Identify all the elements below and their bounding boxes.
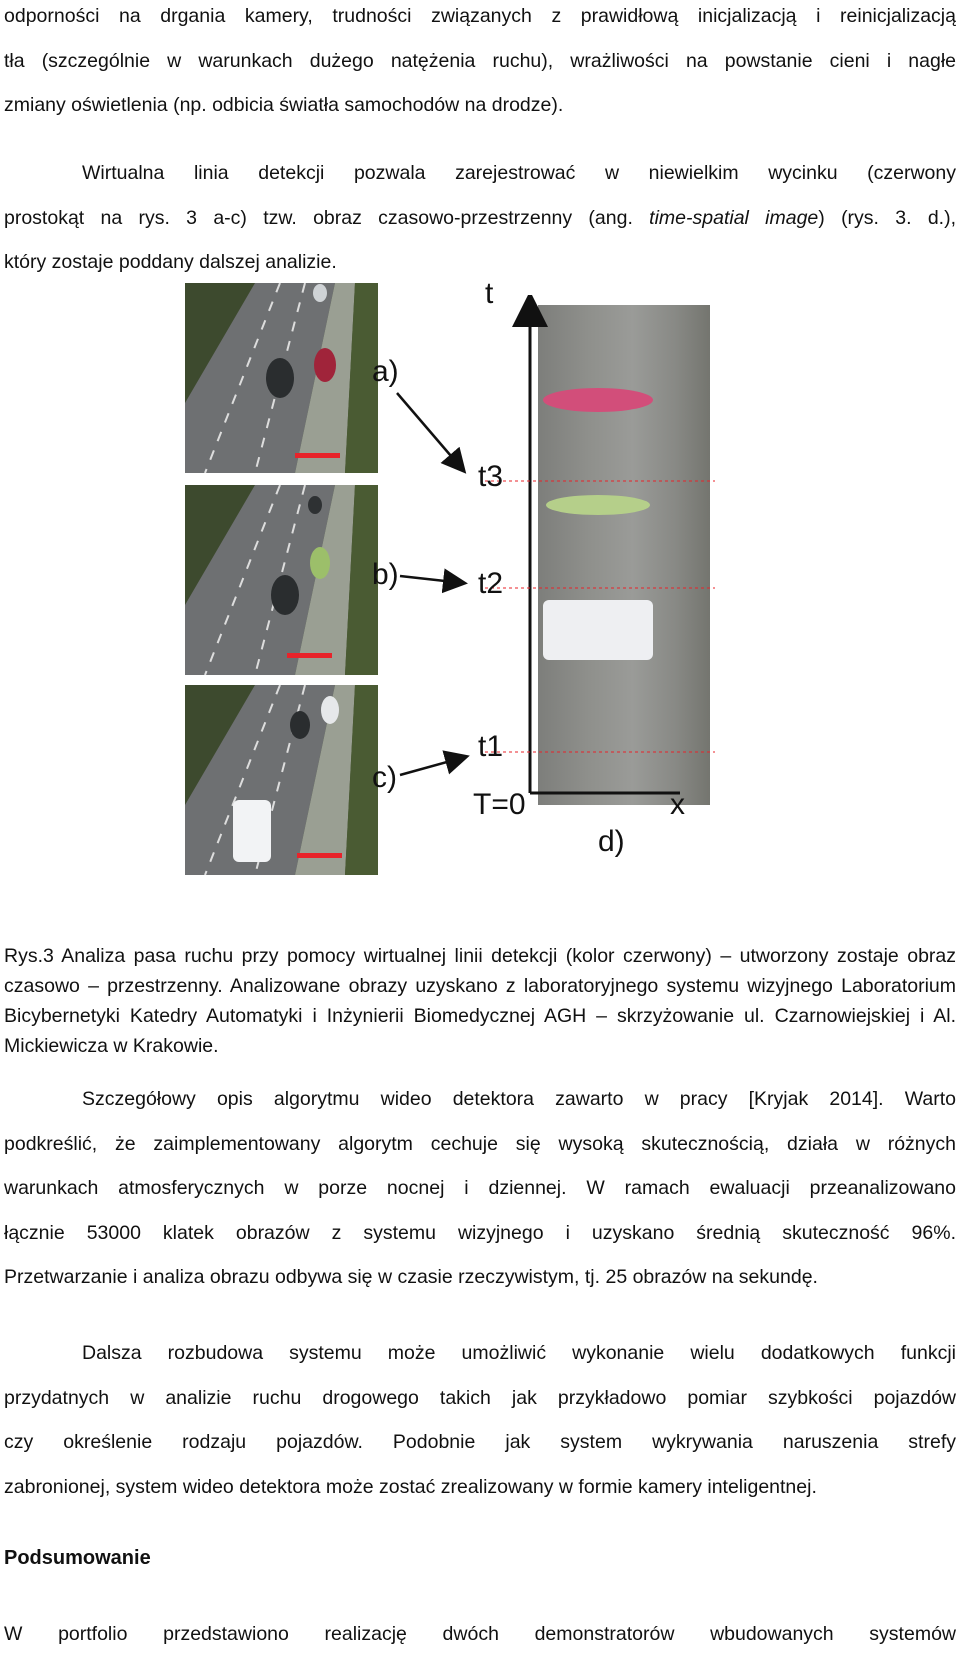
paragraph-intro [4, 0, 956, 128]
text-line: tła (szczególnie w warunkach dużego natężenia ruchu), wrażliwości na powstanie cieni i nagłe [4, 49, 956, 72]
text-line: warunkach atmosferycznych w porze nocnej i dziennej. W ramach ewaluacji przeanalizowano [4, 1177, 956, 1199]
paragraph-virtual-line [4, 151, 956, 285]
text-line: łącznie 53000 klatek obrazów z systemu wizyjnego i uzyskano średnią skuteczność 96%. [4, 1221, 956, 1244]
text-line: zmiany oświetlenia (np. odbicia światła samochodów na drodze). [4, 94, 564, 116]
section-heading: Podsumowanie [4, 1547, 151, 1569]
tick-t3: t3 [478, 460, 504, 493]
label-T0: T=0 [473, 788, 526, 821]
paragraph-extension [4, 1331, 956, 1509]
tick-t2: t2 [478, 567, 504, 600]
text-line: podkreślić, że zaimplementowany algorytm cechuje się wysoką skutecznością, działa w różnych [4, 1132, 956, 1155]
label-d: d) [598, 825, 625, 858]
label-b: b) [372, 558, 399, 591]
english-term: time-spatial image [649, 206, 819, 229]
label-c: c) [372, 761, 397, 794]
text-line: odporności na drgania kamery, trudności związanych z prawidłową inicjalizacją i reinicjalizacją [4, 5, 956, 27]
text-line: Dalsza rozbudowa systemu może umożliwić wykonanie wielu dodatkowych funkcji [82, 1342, 956, 1364]
text-segment: prostokąt na rys. 3 a-c) tzw. obraz czasowo-przestrzenny (ang. [4, 206, 650, 229]
text-line: przydatnych w analizie ruchu drogowego takich jak przykładowo pomiar szybkości pojazdów [4, 1386, 956, 1409]
text-line: Wirtualna linia detekcji pozwala zarejestrować w niewielkim wycinku (czerwony [82, 162, 956, 184]
tick-t1: t1 [478, 730, 504, 763]
text-segment: ) (rys. 3. d.), [818, 206, 956, 229]
figure-caption [4, 941, 956, 1061]
axes [185, 295, 745, 920]
figure-3 [185, 277, 745, 920]
axis-label-t: t [485, 277, 494, 310]
axis-label-x: x [670, 788, 685, 821]
text-line: W portfolio przedstawiono realizację dwóch demonstratorów wbudowanych systemów [4, 1623, 956, 1645]
label-a: a) [372, 355, 399, 388]
text-line: który zostaje poddany dalszej analizie. [4, 251, 337, 273]
caption-text: Rys.3 Analiza pasa ruchu przy pomocy wirtualnej linii detekcji (kolor czerwony) – utworzony zostaje obraz czasowo – przestrzenny. Analizowane obrazy uzyskano z laboratoryjnego systemu wizyjnego Laboratorium Bicybernetyki Katedry Automatyki i Inżynierii Biomedycznej AGH – skrzyżowanie ul. Czarnowiejskiej i Al. Mickiewicza w Krakowie. [4, 945, 956, 1057]
text-line [4, 196, 956, 241]
text-line: Przetwarzanie i analiza obrazu odbywa się w czasie rzeczywistym, tj. 25 obrazów na sekundę. [4, 1266, 818, 1288]
text-line: zabronionej, system wideo detektora może zostać zrealizowany w formie kamery inteligentnej. [4, 1475, 817, 1498]
text-line: Szczegółowy opis algorytmu wideo detektora zawarto w pracy [Kryjak 2014]. Warto [82, 1088, 956, 1110]
text-line: czy określenie rodzaju pojazdów. Podobnie jak system wykrywania naruszenia strefy [4, 1431, 956, 1453]
paragraph-algorithm [4, 1077, 956, 1300]
